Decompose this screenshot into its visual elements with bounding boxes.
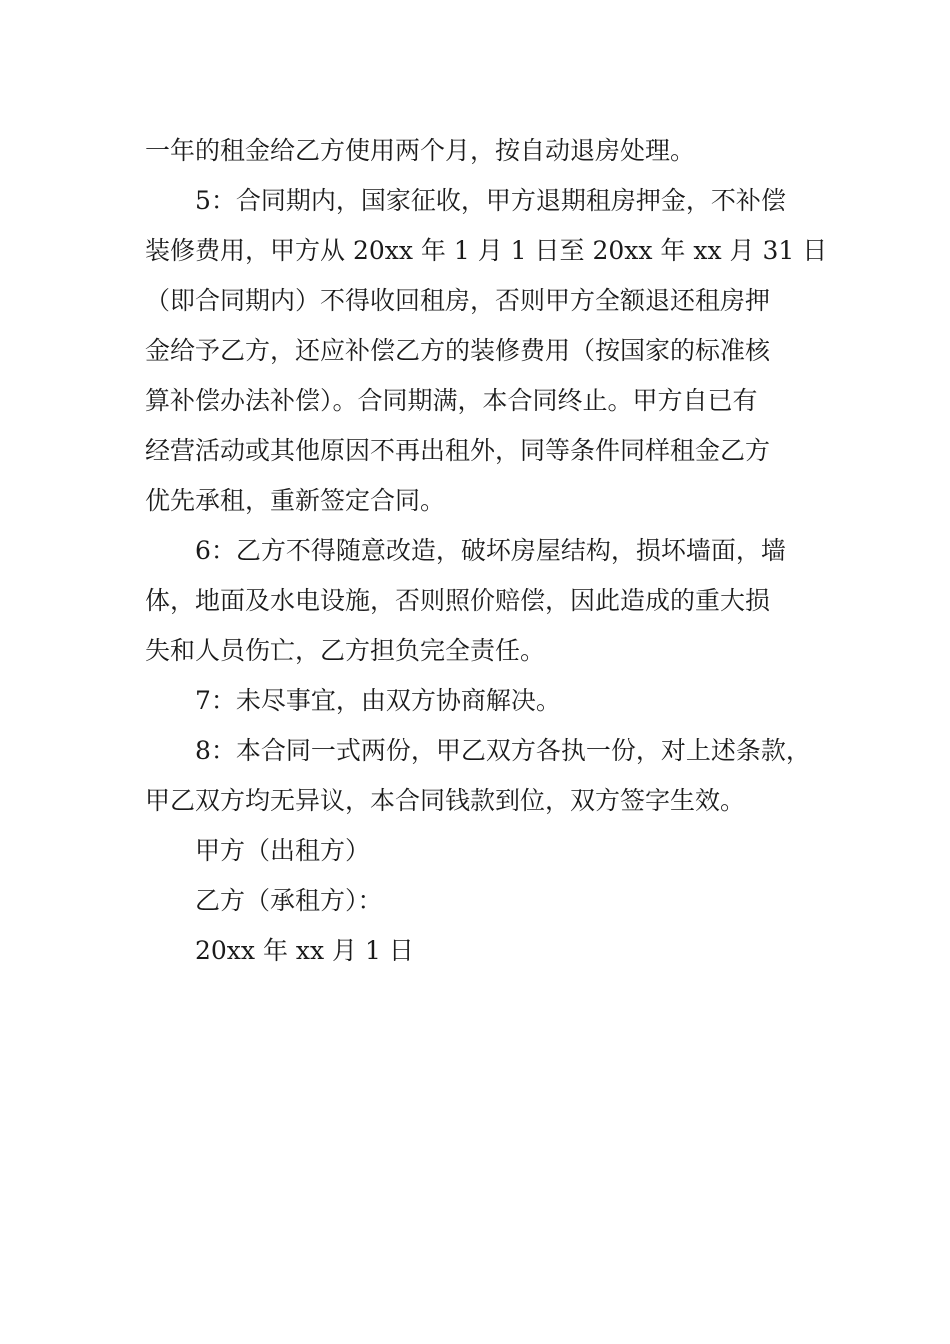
clause-5-line: 5：合同期内，国家征收，甲方退期租房押金，不补偿 — [195, 186, 786, 215]
text-line: 甲乙双方均无异议，本合同钱款到位，双方签字生效。 — [145, 786, 746, 815]
text-line: 金给予乙方，还应补偿乙方的装修费用（按国家的标准核 — [145, 336, 771, 365]
text-line: 失和人员伤亡，乙方担负完全责任。 — [145, 636, 546, 665]
text-line: 经营活动或其他原因不再出租外，同等条件同样租金乙方 — [145, 436, 771, 465]
text-line: 一年的租金给乙方使用两个月，按自动退房处理。 — [145, 136, 696, 165]
text-line: 体，地面及水电设施，否则照价赔偿，因此造成的重大损 — [145, 586, 771, 615]
clause-7-line: 7：未尽事宜，由双方协商解决。 — [195, 686, 561, 715]
text-line: 装修费用，甲方从 20xx 年 1 月 1 日至 20xx 年 xx 月 31 日 — [145, 236, 828, 265]
clause-8-line: 8：本合同一式两份，甲乙双方各执一份，对上述条款， — [195, 736, 811, 765]
date-line: 20xx 年 xx 月 1 日 — [195, 936, 414, 965]
party-a-signature-line: 甲方（出租方） — [195, 836, 371, 865]
text-line: 优先承租，重新签定合同。 — [145, 486, 446, 515]
text-line: （即合同期内）不得收回租房，否则甲方全额退还租房押 — [145, 286, 771, 315]
party-b-signature-line: 乙方（承租方）： — [195, 886, 383, 915]
text-line: 算补偿办法补偿）。合同期满，本合同终止。甲方自已有 — [145, 386, 758, 415]
clause-6-line: 6：乙方不得随意改造，破坏房屋结构，损坏墙面，墙 — [195, 536, 786, 565]
